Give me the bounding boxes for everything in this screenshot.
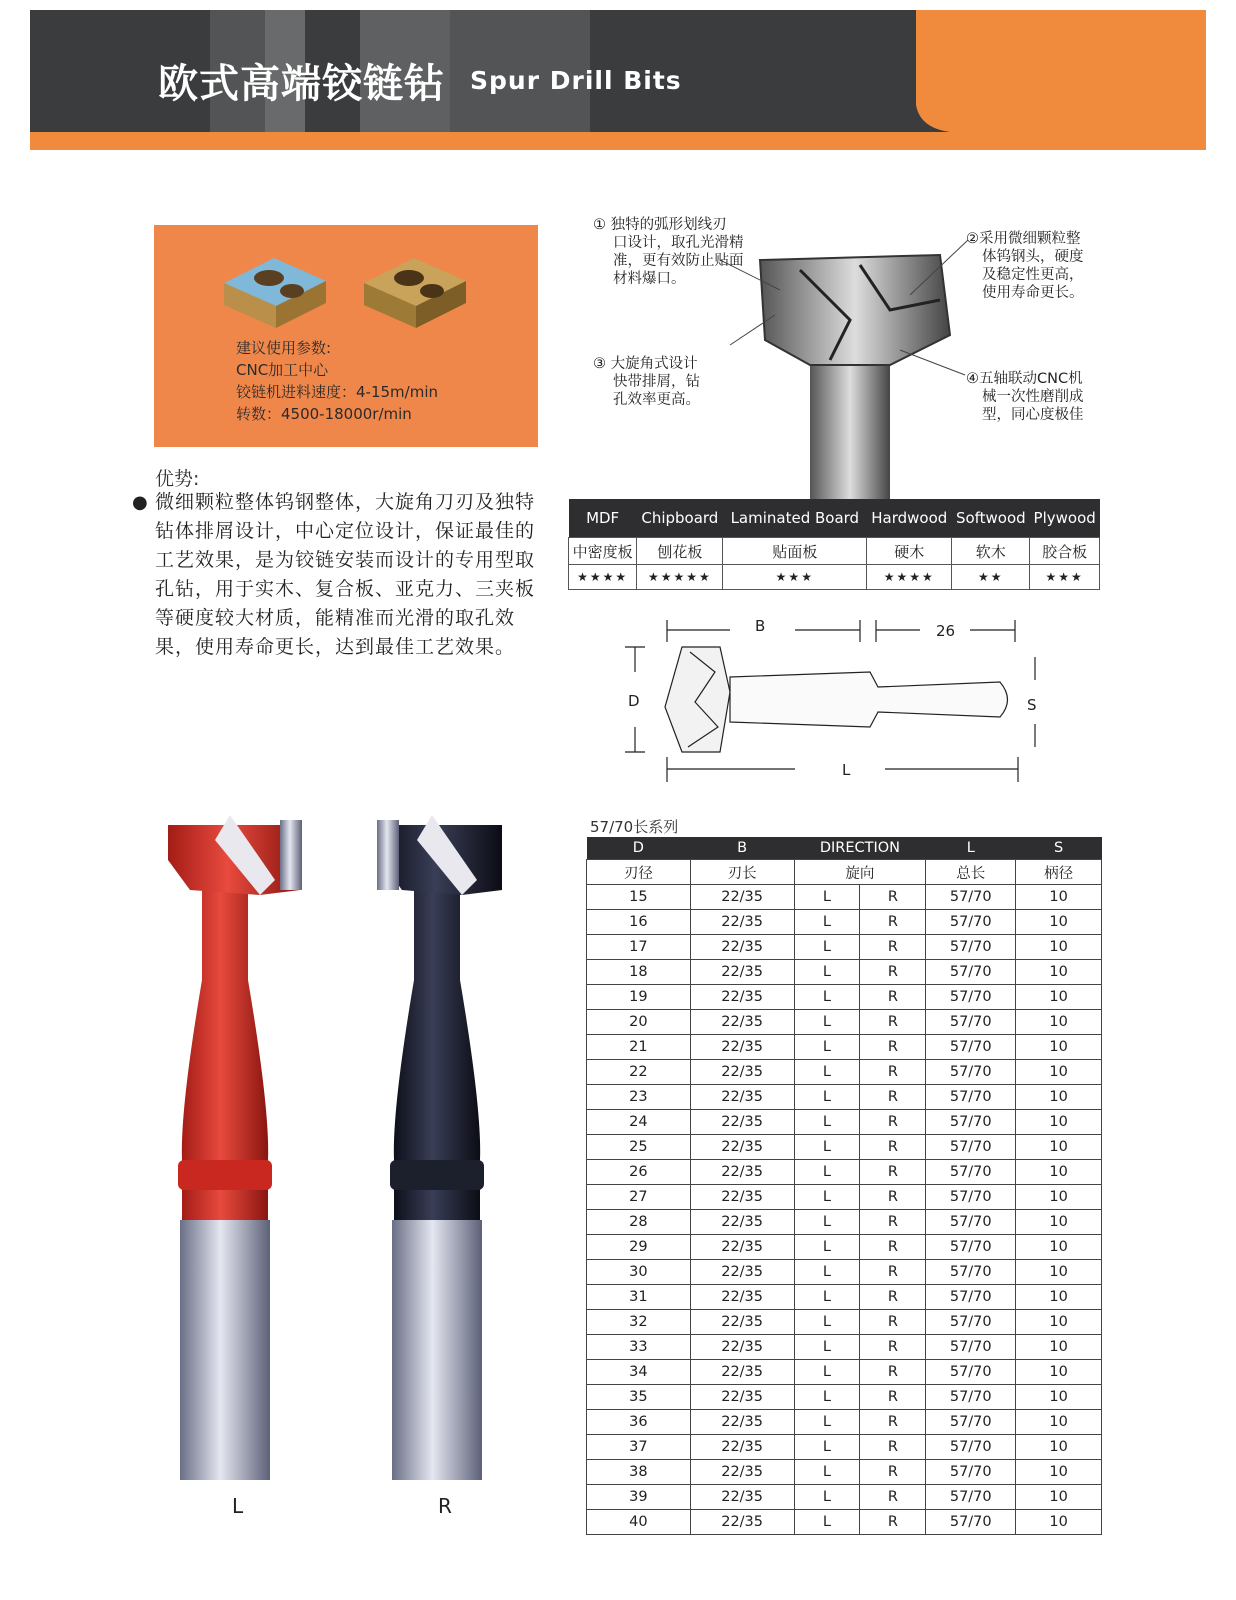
table-cell: R: [860, 1010, 926, 1035]
table-cell: 40: [587, 1510, 691, 1535]
table-cell: L: [794, 910, 860, 935]
table-cell: 22/35: [690, 1385, 794, 1410]
table-cell: 22/35: [690, 1460, 794, 1485]
table-row: [587, 1310, 1102, 1335]
table-cell: 57/70: [926, 1410, 1016, 1435]
table-cell: 22/35: [690, 1085, 794, 1110]
table-cell: L: [794, 1110, 860, 1135]
table-cell: 22/35: [690, 1010, 794, 1035]
table-cell: 57/70: [926, 1510, 1016, 1535]
table-cell: L: [794, 1460, 860, 1485]
col-header-direction: DIRECTION: [794, 837, 926, 860]
table-cell: 57/70: [926, 1360, 1016, 1385]
dim-B: B: [755, 617, 766, 635]
table-cell: 10: [1016, 1160, 1102, 1185]
table-cell: 57/70: [926, 1085, 1016, 1110]
table-cell: R: [860, 1210, 926, 1235]
rating-stars: ★★★★★: [637, 565, 723, 590]
material-header: Laminated Board: [723, 499, 867, 538]
table-cell: L: [794, 1360, 860, 1385]
table-cell: 22/35: [690, 985, 794, 1010]
table-cell: 34: [587, 1360, 691, 1385]
table-cell: 57/70: [926, 1485, 1016, 1510]
table-cell: 57/70: [926, 960, 1016, 985]
table-cell: 10: [1016, 1285, 1102, 1310]
table-cell: L: [794, 1385, 860, 1410]
table-cell: 30: [587, 1260, 691, 1285]
table-cell: 22/35: [690, 885, 794, 910]
col-subheader: 刃径: [587, 860, 691, 885]
dim-26: 26: [936, 622, 956, 640]
table-cell: R: [860, 1235, 926, 1260]
table-cell: 10: [1016, 1335, 1102, 1360]
table-cell: R: [860, 1160, 926, 1185]
table-cell: R: [860, 885, 926, 910]
spec-table-body: [587, 885, 1102, 1535]
dim-L: L: [842, 761, 851, 779]
table-cell: L: [794, 1160, 860, 1185]
table-cell: R: [860, 910, 926, 935]
table-cell: 57/70: [926, 985, 1016, 1010]
material-cn: 中密度板: [569, 538, 637, 565]
table-cell: 10: [1016, 1360, 1102, 1385]
table-cell: 19: [587, 985, 691, 1010]
table-row: [587, 910, 1102, 935]
table-cell: L: [794, 1085, 860, 1110]
label-left-hand: L: [232, 1494, 244, 1518]
rating-stars: ★★: [952, 565, 1030, 590]
table-cell: 57/70: [926, 1185, 1016, 1210]
table-cell: 33: [587, 1335, 691, 1360]
table-cell: 57/70: [926, 1285, 1016, 1310]
material-cn: 胶合板: [1030, 538, 1100, 565]
table-cell: 57/70: [926, 1260, 1016, 1285]
table-cell: R: [860, 935, 926, 960]
table-cell: 57/70: [926, 1435, 1016, 1460]
table-cell: R: [860, 1035, 926, 1060]
table-cell: 25: [587, 1135, 691, 1160]
table-cell: R: [860, 1135, 926, 1160]
material-header: MDF: [569, 499, 637, 538]
table-row: [587, 1285, 1102, 1310]
table-cell: 10: [1016, 1010, 1102, 1035]
table-cell: 22/35: [690, 1135, 794, 1160]
table-cell: 57/70: [926, 1160, 1016, 1185]
advantages-text: 微细颗粒整体钨钢整体，大旋角刀刃及独特钻体排屑设计，中心定位设计，保证最佳的工艺效果，是为铰链安装而设计的专用型取孔钻，用于实木、复合板、亚克力、三夹板等硬度较大材质，能精准而光滑的取孔效果，使用寿命更长，达到最佳工艺效果。: [155, 491, 536, 658]
table-cell: R: [860, 1310, 926, 1335]
table-cell: 15: [587, 885, 691, 910]
table-cell: 22/35: [690, 1485, 794, 1510]
table-cell: L: [794, 1485, 860, 1510]
material-cn: 刨花板: [637, 538, 723, 565]
table-cell: 10: [1016, 1460, 1102, 1485]
table-cell: R: [860, 1410, 926, 1435]
table-cell: 22/35: [690, 1260, 794, 1285]
col-header-B: B: [690, 837, 794, 860]
table-row: [587, 1435, 1102, 1460]
table-cell: 10: [1016, 1485, 1102, 1510]
table-cell: 10: [1016, 1310, 1102, 1335]
table-cell: 26: [587, 1160, 691, 1185]
table-cell: 22/35: [690, 1360, 794, 1385]
series-label: 57/70长系列: [590, 818, 679, 836]
params-heading: 建议使用参数:: [236, 339, 332, 357]
table-cell: R: [860, 985, 926, 1010]
table-cell: 10: [1016, 1435, 1102, 1460]
usage-parameters-panel: [154, 225, 538, 447]
table-cell: 57/70: [926, 1110, 1016, 1135]
table-cell: L: [794, 1135, 860, 1160]
table-row: [587, 935, 1102, 960]
table-cell: 57/70: [926, 1235, 1016, 1260]
table-cell: R: [860, 1260, 926, 1285]
table-cell: 10: [1016, 960, 1102, 985]
params-line-3: 转数：4500-18000r/min: [236, 405, 412, 423]
table-cell: 22/35: [690, 935, 794, 960]
table-row: [587, 1485, 1102, 1510]
table-row: [587, 1185, 1102, 1210]
table-cell: 22/35: [690, 1285, 794, 1310]
table-cell: L: [794, 1285, 860, 1310]
table-cell: R: [860, 1485, 926, 1510]
params-line-1: CNC加工中心: [236, 361, 329, 379]
red-drill-bit-image: [160, 810, 310, 1490]
table-cell: R: [860, 1060, 926, 1085]
table-cell: 21: [587, 1035, 691, 1060]
table-row: [587, 1335, 1102, 1360]
table-row: [587, 1385, 1102, 1410]
callout-3: ③ 大旋角式设计 快带排屑，钻 孔效率更高。: [593, 356, 700, 408]
table-cell: 22/35: [690, 1160, 794, 1185]
table-cell: L: [794, 1010, 860, 1035]
table-cell: 16: [587, 910, 691, 935]
table-cell: 10: [1016, 1385, 1102, 1410]
material-cn: 硬木: [867, 538, 952, 565]
material-cn: 软木: [952, 538, 1030, 565]
spec-table: [586, 837, 1102, 1535]
table-cell: 38: [587, 1460, 691, 1485]
table-cell: 22/35: [690, 1235, 794, 1260]
table-cell: 10: [1016, 1060, 1102, 1085]
table-cell: L: [794, 1335, 860, 1360]
table-cell: L: [794, 1435, 860, 1460]
table-row: [587, 1085, 1102, 1110]
table-cell: 10: [1016, 1510, 1102, 1535]
col-subheader: 刃长: [690, 860, 794, 885]
table-row: [587, 1460, 1102, 1485]
table-cell: 35: [587, 1385, 691, 1410]
table-cell: 22/35: [690, 910, 794, 935]
table-row: [587, 1160, 1102, 1185]
table-cell: 10: [1016, 935, 1102, 960]
table-cell: R: [860, 1085, 926, 1110]
table-cell: 57/70: [926, 885, 1016, 910]
material-header: Softwood: [952, 499, 1030, 538]
table-cell: 22/35: [690, 1410, 794, 1435]
table-cell: L: [794, 1185, 860, 1210]
table-cell: L: [794, 935, 860, 960]
table-cell: 10: [1016, 1260, 1102, 1285]
table-cell: 22/35: [690, 1310, 794, 1335]
table-cell: 39: [587, 1485, 691, 1510]
table-row: [587, 1110, 1102, 1135]
table-cell: R: [860, 1110, 926, 1135]
table-cell: 22/35: [690, 1210, 794, 1235]
table-cell: 22/35: [690, 1060, 794, 1085]
table-row: [587, 1235, 1102, 1260]
table-cell: L: [794, 985, 860, 1010]
table-cell: 10: [1016, 885, 1102, 910]
table-cell: 57/70: [926, 1335, 1016, 1360]
table-cell: 10: [1016, 910, 1102, 935]
table-cell: 32: [587, 1310, 691, 1335]
label-right-hand: R: [438, 1494, 452, 1518]
material-suitability-table: [568, 499, 1100, 590]
black-drill-bit-image: [372, 810, 522, 1490]
table-row: [587, 1510, 1102, 1535]
material-cn: 贴面板: [723, 538, 867, 565]
table-cell: L: [794, 1410, 860, 1435]
col-header-L: L: [926, 837, 1016, 860]
table-cell: 57/70: [926, 1060, 1016, 1085]
table-cell: L: [794, 960, 860, 985]
table-cell: L: [794, 1210, 860, 1235]
table-cell: 57/70: [926, 1135, 1016, 1160]
table-cell: 10: [1016, 985, 1102, 1010]
table-cell: 10: [1016, 1235, 1102, 1260]
table-cell: L: [794, 1060, 860, 1085]
table-cell: R: [860, 1185, 926, 1210]
table-cell: 23: [587, 1085, 691, 1110]
col-header-D: D: [587, 837, 691, 860]
sample-blocks-image: [214, 243, 484, 333]
table-cell: 28: [587, 1210, 691, 1235]
rating-stars: ★★★: [1030, 565, 1100, 590]
table-row: [587, 1010, 1102, 1035]
table-row: [587, 960, 1102, 985]
table-cell: L: [794, 885, 860, 910]
table-cell: 22/35: [690, 1335, 794, 1360]
dim-S: S: [1027, 696, 1037, 714]
table-cell: 57/70: [926, 1385, 1016, 1410]
table-cell: R: [860, 1435, 926, 1460]
table-row: [587, 885, 1102, 910]
table-cell: L: [794, 1035, 860, 1060]
table-cell: L: [794, 1310, 860, 1335]
dimension-diagram: [620, 612, 1040, 792]
table-cell: 37: [587, 1435, 691, 1460]
table-cell: R: [860, 960, 926, 985]
table-cell: 57/70: [926, 1310, 1016, 1335]
table-cell: R: [860, 1360, 926, 1385]
table-cell: R: [860, 1385, 926, 1410]
table-cell: 17: [587, 935, 691, 960]
table-cell: 10: [1016, 1085, 1102, 1110]
callout-4: ④五轴联动CNC机 械一次性磨削成 型，同心度极佳: [966, 371, 1084, 423]
table-cell: 22/35: [690, 1510, 794, 1535]
table-cell: 10: [1016, 1110, 1102, 1135]
table-cell: 22/35: [690, 960, 794, 985]
rating-stars: ★★★★: [867, 565, 952, 590]
table-cell: 22: [587, 1060, 691, 1085]
page-subtitle: Spur Drill Bits: [470, 66, 682, 95]
table-cell: 27: [587, 1185, 691, 1210]
table-cell: 10: [1016, 1035, 1102, 1060]
table-row: [587, 1135, 1102, 1160]
table-cell: L: [794, 1510, 860, 1535]
table-cell: 22/35: [690, 1110, 794, 1135]
table-cell: L: [794, 1235, 860, 1260]
table-cell: 57/70: [926, 935, 1016, 960]
table-cell: 18: [587, 960, 691, 985]
table-cell: 57/70: [926, 1210, 1016, 1235]
table-cell: 57/70: [926, 1010, 1016, 1035]
table-cell: 10: [1016, 1210, 1102, 1235]
params-line-2: 铰链机进料速度：4-15m/min: [236, 383, 438, 401]
table-cell: L: [794, 1260, 860, 1285]
table-cell: 22/35: [690, 1435, 794, 1460]
table-row: [587, 1360, 1102, 1385]
table-cell: 36: [587, 1410, 691, 1435]
table-cell: R: [860, 1335, 926, 1360]
table-row: [587, 1060, 1102, 1085]
table-row: [587, 985, 1102, 1010]
table-cell: 31: [587, 1285, 691, 1310]
table-cell: 29: [587, 1235, 691, 1260]
col-subheader: 柄径: [1016, 860, 1102, 885]
table-cell: R: [860, 1285, 926, 1310]
table-cell: 10: [1016, 1410, 1102, 1435]
table-cell: 57/70: [926, 1460, 1016, 1485]
table-cell: 20: [587, 1010, 691, 1035]
material-header: Hardwood: [867, 499, 952, 538]
table-row: [587, 1260, 1102, 1285]
col-header-S: S: [1016, 837, 1102, 860]
table-cell: 57/70: [926, 1035, 1016, 1060]
advantages-title: 优势:: [155, 468, 200, 490]
col-subheader: 总长: [926, 860, 1016, 885]
table-cell: 24: [587, 1110, 691, 1135]
table-cell: 10: [1016, 1135, 1102, 1160]
callout-1: ① 独特的弧形划线刃 口设计，取孔光滑精 准，更有效防止贴面 材料爆口。: [593, 217, 744, 287]
bullet-icon: ●: [132, 492, 148, 513]
table-row: [587, 1410, 1102, 1435]
page-title: 欧式高端铰链钻: [158, 61, 445, 107]
table-row: [587, 1210, 1102, 1235]
material-header: Plywood: [1030, 499, 1100, 538]
callout-lines: [720, 240, 970, 380]
table-cell: 22/35: [690, 1035, 794, 1060]
table-cell: R: [860, 1510, 926, 1535]
table-cell: 22/35: [690, 1185, 794, 1210]
table-cell: R: [860, 1460, 926, 1485]
table-row: [587, 1035, 1102, 1060]
table-cell: 57/70: [926, 910, 1016, 935]
callout-2: ②采用微细颗粒整 体钨钢头，硬度 及稳定性更高， 使用寿命更长。: [966, 231, 1084, 301]
col-subheader: 旋向: [794, 860, 926, 885]
rating-stars: ★★★★: [569, 565, 637, 590]
rating-stars: ★★★: [723, 565, 867, 590]
table-cell: 10: [1016, 1185, 1102, 1210]
dim-D: D: [628, 692, 640, 710]
material-header: Chipboard: [637, 499, 723, 538]
